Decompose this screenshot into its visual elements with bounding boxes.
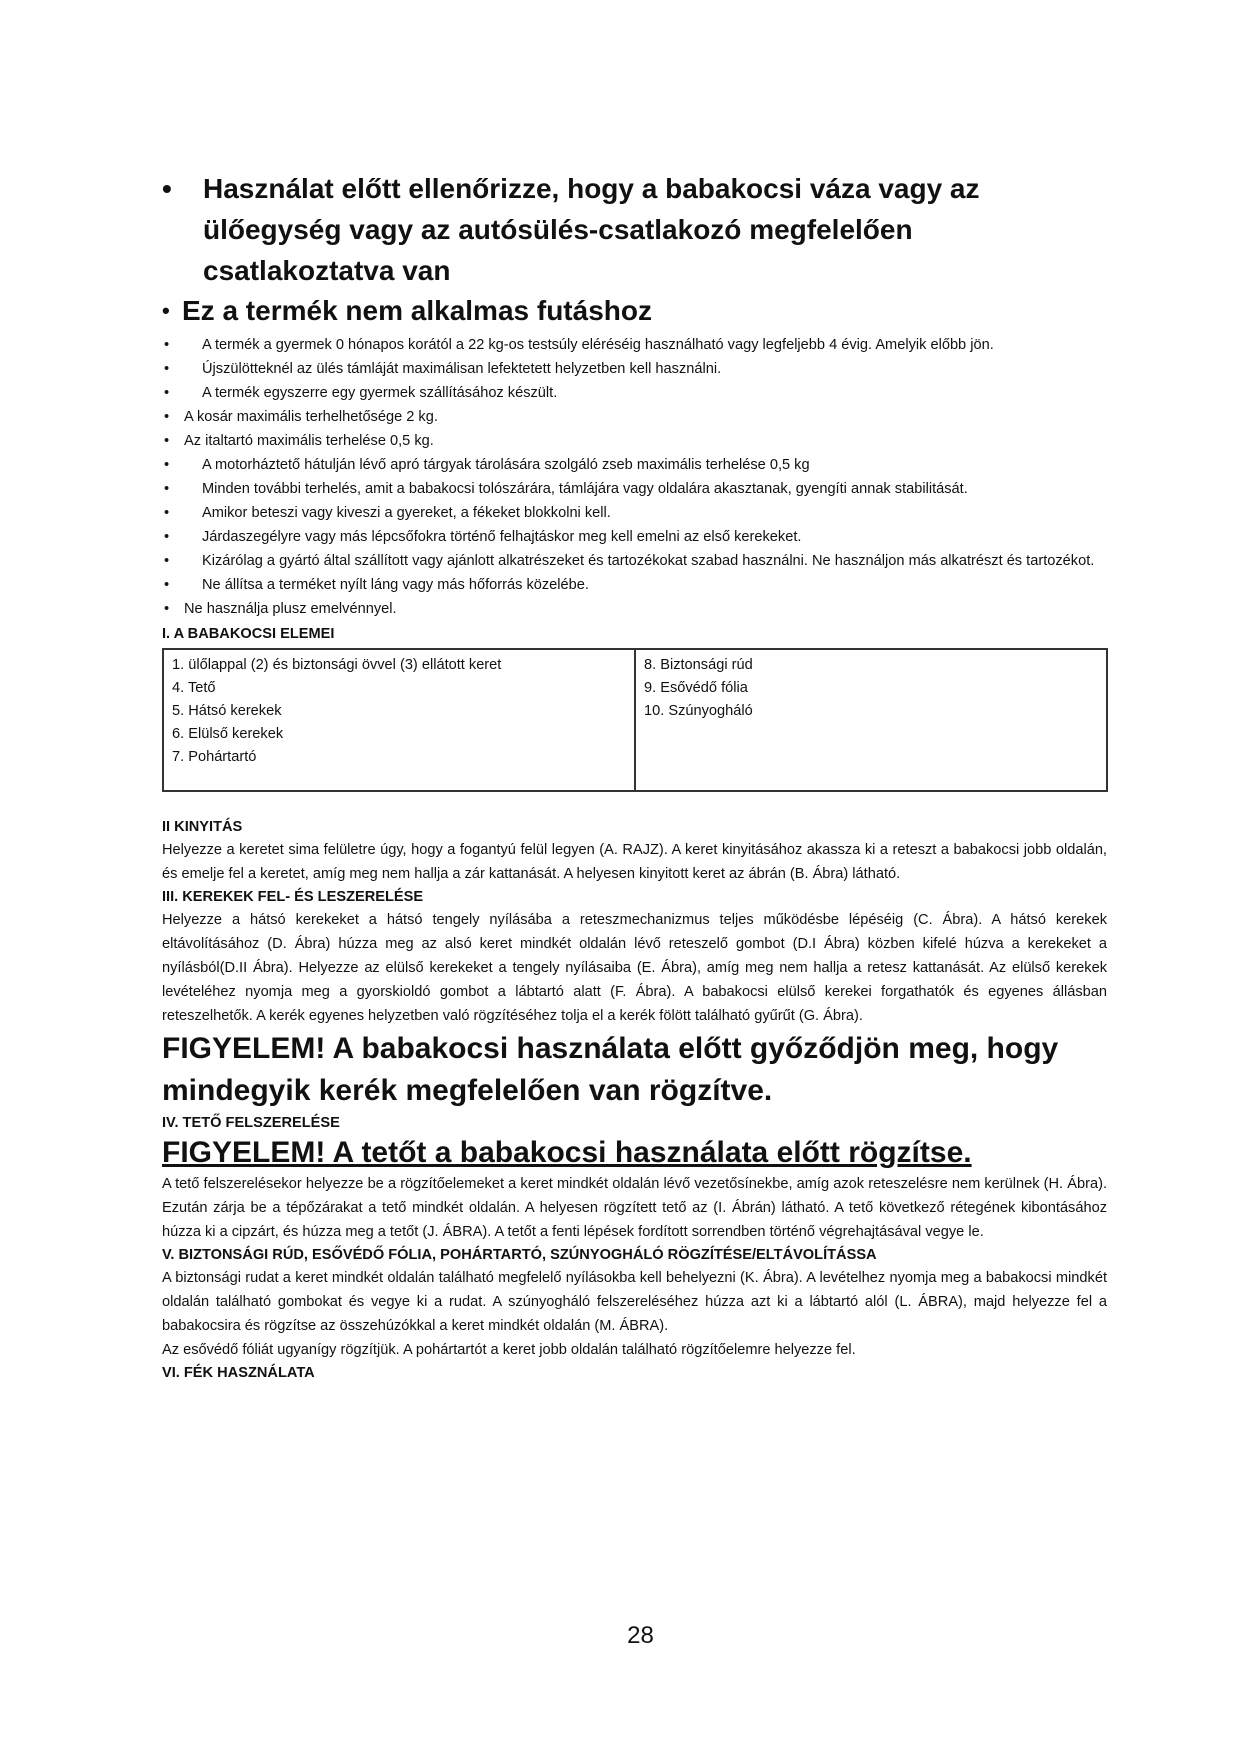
- list-item: [162, 359, 1107, 379]
- list-item-text: Kizárólag a gyártó által szállított vagy ajánlott alkatrészeket és tartozékokat szabad használni. Ne használjon más alkatrészt és tartozékot.: [202, 553, 1095, 569]
- parts-table: [162, 648, 1108, 792]
- section-heading: III. KEREKEK FEL- ÉS LESZERELÉSE: [162, 889, 424, 905]
- part-item: 9. Esővédő fólia: [644, 680, 748, 696]
- parts-column-right: [635, 649, 1107, 791]
- bullet-icon: •: [162, 173, 172, 204]
- paragraph: Helyezze a keretet sima felületre úgy, hogy a fogantyú felül legyen (A. RAJZ). A keret kinyitásához akassza ki a reteszt a babakocsi jobb oldalán, és emelje fel a keretet, amíg meg nem hallja a zár kattanását. A helyesen kinyitott keret az ábrán (B. Ábra) látható.: [162, 842, 1107, 882]
- bullet-icon: •: [162, 298, 170, 323]
- paragraph: A biztonsági rudat a keret mindkét oldalán található megfelelő nyílásokba kell behelyezni (K. Ábra). A levételhez nyomja meg a babakocsi mindkét oldalán található gombokat és vegye ki a rudat. A szúnyogháló felszereléséhez húzza azt ki a lábtartó alól (L. ÁBRA), majd helyezze fel a babakocsira és rögzítse az összehúzókkal a keret mindkét oldalán (M. ÁBRA).: [162, 1270, 1107, 1334]
- section-heading: II KINYITÁS: [162, 819, 243, 835]
- list-item-text: Amikor beteszi vagy kiveszi a gyereket, a fékeket blokkolni kell.: [202, 505, 611, 521]
- part-item: 6. Elülső kerekek: [172, 726, 284, 742]
- document-page: [162, 168, 1107, 1384]
- list-item: [162, 407, 1107, 427]
- list-item: [162, 551, 1107, 571]
- part-item: 10. Szúnyogháló: [644, 703, 753, 719]
- part-item: 5. Hátsó kerekek: [172, 703, 282, 719]
- parts-column-left: [163, 649, 635, 791]
- bullet-icon: •: [164, 385, 170, 401]
- list-item: [162, 335, 1107, 355]
- warning-bullet: [162, 291, 1107, 331]
- section-heading: IV. TETŐ FELSZERELÉSE: [162, 1115, 340, 1131]
- bullet-icon: •: [164, 409, 170, 425]
- section-heading: V. BIZTONSÁGI RÚD, ESŐVÉDŐ FÓLIA, POHÁRTARTÓ, SZÚNYOGHÁLÓ RÖGZÍTÉSE/ELTÁVOLÍTÁSSA: [162, 1247, 877, 1263]
- list-item-text: A termék egyszerre egy gyermek szállításához készült.: [202, 385, 558, 401]
- list-item: [162, 599, 1107, 619]
- list-item-text: A kosár maximális terhelhetősége 2 kg.: [184, 409, 438, 425]
- list-item: [162, 575, 1107, 595]
- list-item: [162, 455, 1107, 475]
- list-item-text: Járdaszegélyre vagy más lépcsőfokra történő felhajtáskor meg kell emelni az első kerekeket.: [202, 529, 802, 545]
- page-number: 28: [627, 1622, 654, 1649]
- bullet-icon: •: [164, 505, 170, 521]
- warning-text: Használat előtt ellenőrizze, hogy a babakocsi váza vagy az ülőegység vagy az autósülés-csatlakozó megfelelően csatlakoztatva van: [203, 173, 980, 286]
- list-item-text: Ne állítsa a terméket nyílt láng vagy más hőforrás közelébe.: [202, 577, 589, 593]
- section-heading: I. A BABAKOCSI ELEMEI: [162, 626, 335, 642]
- list-item: [162, 503, 1107, 523]
- list-item-text: Minden további terhelés, amit a babakocsi tolószárára, támlájára vagy oldalára akasztanak, gyengíti annak stabilitását.: [202, 481, 968, 497]
- bullet-icon: •: [164, 481, 170, 497]
- safety-list: [162, 335, 1107, 619]
- list-item-text: Újszülötteknél az ülés támláját maximálisan lefektetett helyzetben kell használni.: [202, 361, 722, 377]
- bullet-icon: •: [164, 337, 170, 353]
- paragraph: A tető felszerelésekor helyezze be a rögzítőelemeket a keret mindkét oldalán lévő vezetősínekbe, amíg azok reteszelésre nem kerülnek (H. Ábra). Ezután zárja be a tépőzárakat a tető mindkét oldalán. A helyesen rögzített tető az (I. Ábrán) látható. A tető következő rétegének kibontásához húzza ki a cipzárt, és húzza meg a tetőt (J. ÁBRA). A tetőt a fenti lépések fordított sorrendben történő végrehajtásával vegye le.: [162, 1176, 1107, 1240]
- part-item: 8. Biztonsági rúd: [644, 657, 753, 673]
- warning-bullet: [162, 168, 1107, 291]
- bullet-icon: •: [164, 361, 170, 377]
- part-item: 7. Pohártartó: [172, 749, 257, 765]
- list-item-text: A motorháztető hátulján lévő apró tárgyak tárolására szolgáló zseb maximális terhelése 0,5 kg: [202, 457, 810, 473]
- list-item-text: Az italtartó maximális terhelése 0,5 kg.: [184, 433, 434, 449]
- part-item: 4. Tető: [172, 680, 216, 696]
- bullet-icon: •: [164, 601, 170, 617]
- list-item: [162, 383, 1107, 403]
- bullet-icon: •: [164, 553, 170, 569]
- list-item: [162, 527, 1107, 547]
- list-item-text: Ne használja plusz emelvénnyel.: [184, 601, 397, 617]
- bullet-icon: •: [164, 577, 170, 593]
- bullet-icon: •: [164, 457, 170, 473]
- paragraph: Az esővédő fóliát ugyanígy rögzítjük. A pohártartót a keret jobb oldalán található rögzítőelemre helyezze fel.: [162, 1342, 856, 1358]
- part-item: 1. ülőlappal (2) és biztonsági övvel (3) ellátott keret: [172, 657, 502, 673]
- list-item: [162, 479, 1107, 499]
- bullet-icon: •: [164, 529, 170, 545]
- bullet-icon: •: [164, 433, 170, 449]
- list-item: [162, 431, 1107, 451]
- section-heading: VI. FÉK HASZNÁLATA: [162, 1365, 315, 1381]
- canopy-warning: FIGYELEM! A tetőt a babakocsi használata előtt rögzítse.: [162, 1136, 972, 1169]
- warning-text: Ez a termék nem alkalmas futáshoz: [182, 295, 652, 326]
- wheel-warning: FIGYELEM! A babakocsi használata előtt győződjön meg, hogy mindegyik kerék megfelelően van rögzítve.: [162, 1032, 1059, 1107]
- list-item-text: A termék a gyermek 0 hónapos korától a 22 kg-os testsúly eléréséig használható vagy legfeljebb 4 évig. Amelyik előbb jön.: [202, 337, 994, 353]
- paragraph: Helyezze a hátsó kerekeket a hátsó tengely nyílásába a reteszmechanizmus teljes működésbe lépéséig (C. Ábra). A hátsó kerekek eltávolításához (D. Ábra) húzza meg az alsó keret mindkét oldalán lévő reteszelő gombot (D.I Ábra) közben kifelé húzva a kerekeket a nyílásból(D.II Ábra). Helyezze az elülső kerekeket a tengely nyílásaiba (E. Ábra), amíg meg nem hallja a retesz kattanását. Az elülső kerekek levételéhez nyomja meg a gyorskioldó gombot a lábtartó alatt (F. Ábra). A babakocsi elülső kerekei forgathatók és egyenes állásban reteszelhetők. A kerék egyenes helyzetben való rögzítéséhez tolja el a kerék fölött található gyűrűt (G. Ábra).: [162, 912, 1107, 1024]
